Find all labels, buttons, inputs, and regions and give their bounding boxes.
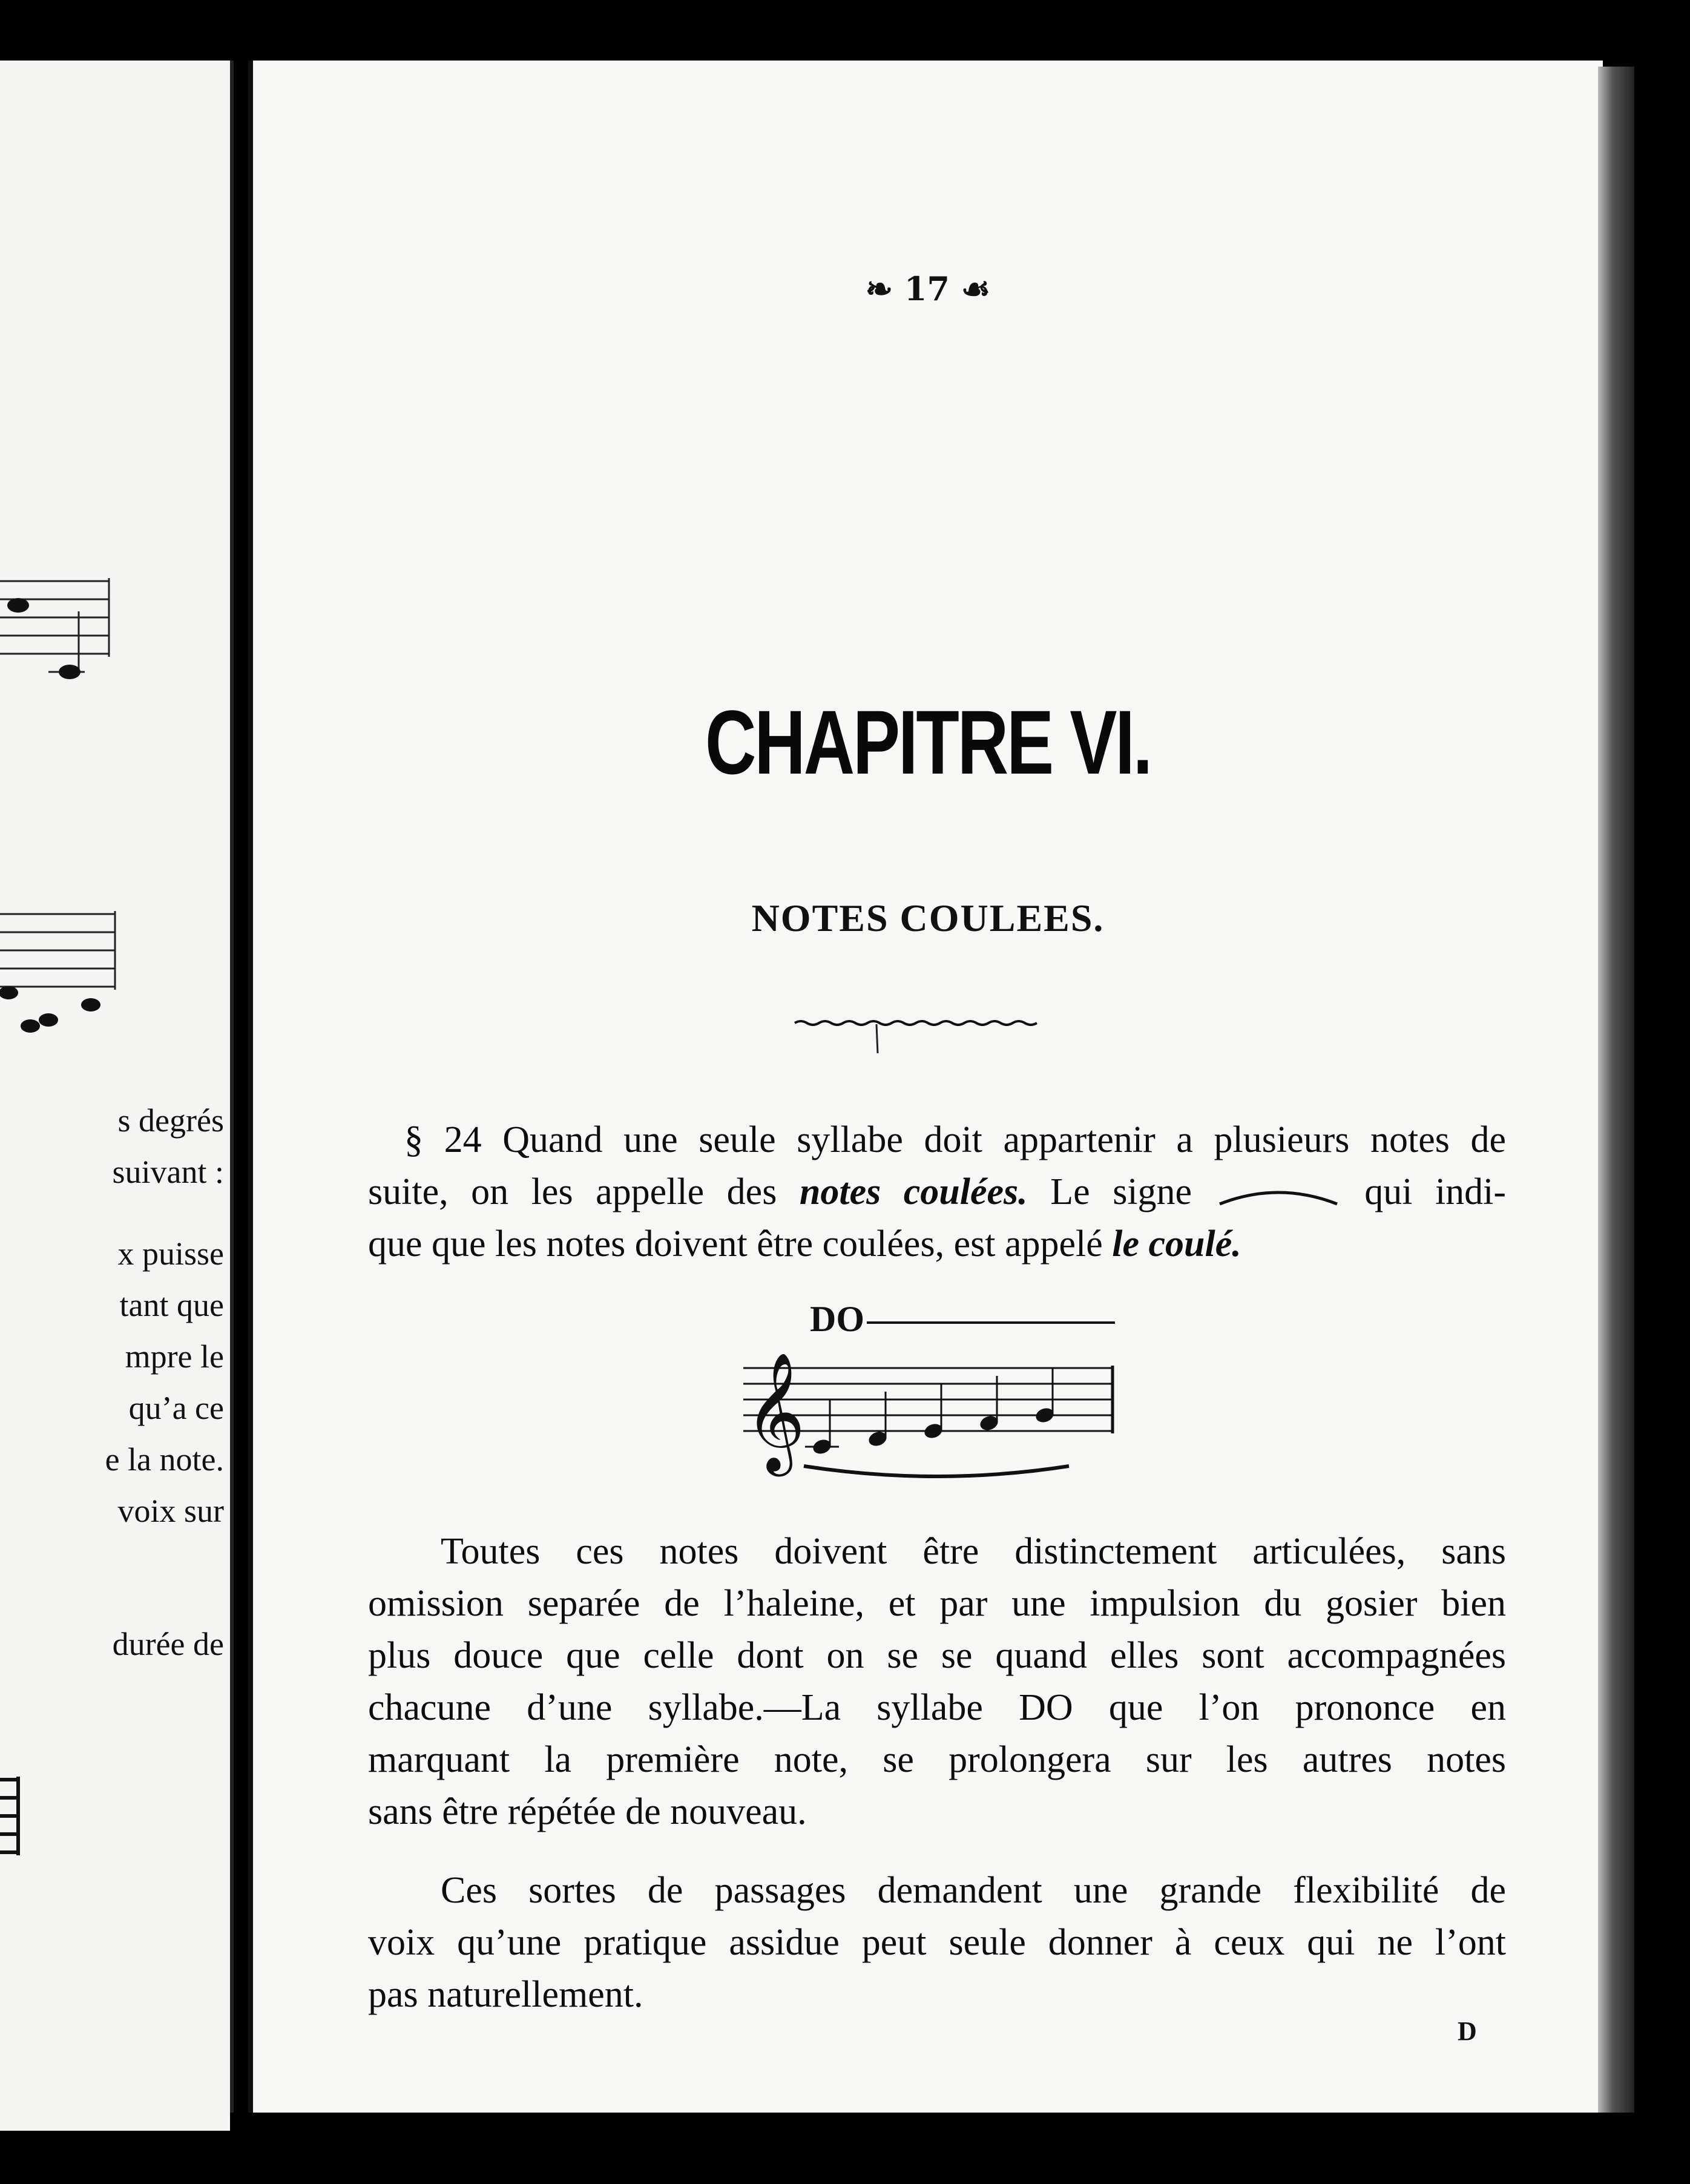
p2-line-3: plus douce que celle dont on se se quand elles sont accompagnées [368,1635,1506,1676]
page-number-text: 17 [904,269,950,308]
page-number [253,269,1603,308]
slur-sign-icon [1215,1183,1342,1208]
left-staff-fragment-3 [0,1774,24,1864]
left-fragment-2: suivant : [112,1154,224,1190]
left-fragment-1: s degrés [117,1102,224,1139]
p2-line-4: chacune d’une syllabe.—La syllabe DO que l’on prononce en [368,1687,1506,1728]
left-facing-page [0,61,234,2131]
slur-mark [804,1466,1069,1476]
paragraph-flexibility [368,1864,1506,2021]
p1-line-2-a: suite, on les appelle des [368,1171,777,1212]
p2-line-1: Toutes ces notes doivent être distinctement articulées, sans [441,1531,1506,1572]
p3-line-1: Ces sortes de passages demandent une grande flexibilité de [441,1870,1506,1911]
left-fragment-9: durée de [112,1626,224,1662]
chapter-title: CHAPITRE VI. [705,691,1151,793]
p1-line-2-c: qui indi- [1364,1171,1507,1212]
ornamental-rule [792,1011,1046,1059]
book-page [248,61,1603,2113]
left-fragment-5: mpre le [125,1338,224,1375]
left-staff-fragment-1 [0,569,121,690]
book-spine [1598,67,1634,2113]
scan-bottom-border [230,2113,1634,2184]
left-fragment-6: qu’a ce [128,1390,224,1426]
p2-line-2: omission separée de l’haleine, et par une impulsion du gosier bien [368,1583,1506,1624]
p3-line-2: voix qu’une pratique assidue peut seule donner à ceux qui ne l’ont [368,1922,1506,1963]
left-fragment-3: x puisse [117,1235,224,1272]
p2-line-5: marquant la première note, se prolongera sur les autres notes [368,1739,1506,1780]
p1-line-2-b: Le signe [1050,1171,1192,1212]
left-fragment-4: tant que [119,1287,224,1323]
p1-line-3 [368,1218,1506,1270]
left-fragment-7: e la note. [105,1441,224,1478]
p2-line-6: sans être répétée de nouveau. [368,1791,807,1832]
ornament-right-icon: ☙ [949,269,991,308]
p1-line-1: § 24 Quand une seule syllabe doit appartenir a plusieurs notes de [404,1119,1506,1160]
treble-clef-icon: 𝄞 [745,1352,806,1472]
term-le-coule: le coulé. [1112,1223,1241,1265]
signature-mark: D [1458,2016,1477,2046]
p3-line-3: pas naturellement. [368,1974,643,2015]
paragraph-24 [368,1114,1506,1270]
p1-line-2 [368,1166,1506,1218]
left-staff-fragment-2 [0,902,121,1041]
paragraph-articulation [368,1525,1506,1838]
ornament-left-icon: ❧ [865,269,904,308]
term-notes-coulees: notes coulées. [799,1171,1028,1212]
p1-line-3-a: que que les notes doivent être coulées, est appelé [368,1223,1103,1265]
left-fragment-8: voix sur [117,1493,224,1529]
syllable-text: DO [810,1299,864,1339]
music-staff-example [725,1307,1149,1489]
section-title: NOTES COULEES. [751,896,1105,939]
